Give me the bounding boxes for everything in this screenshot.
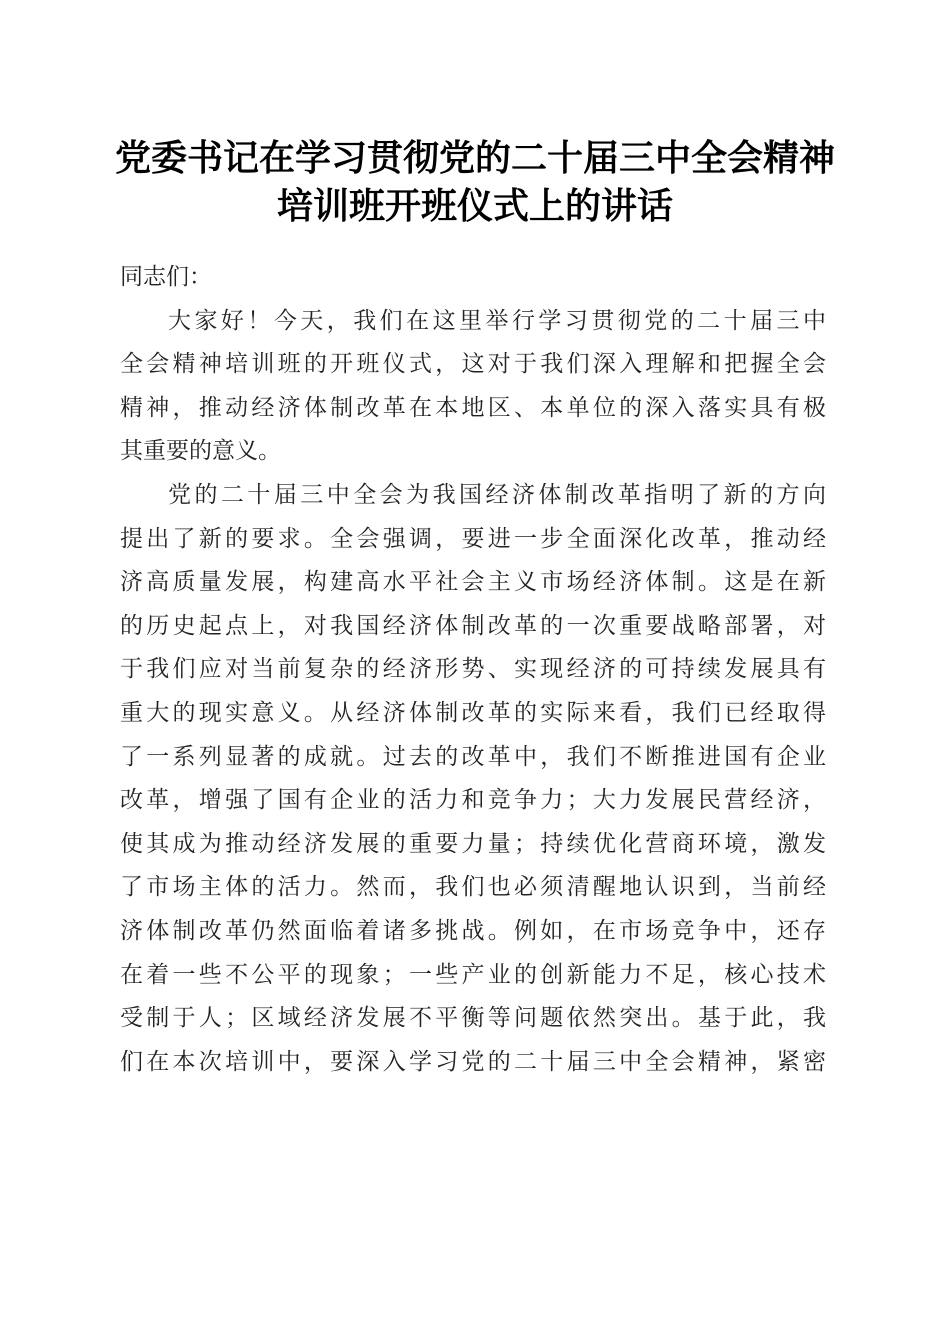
paragraph-2-line: 使其成为推动经济发展的重要力量；持续优化营商环境，激发 xyxy=(120,830,826,857)
paragraph-2-line: 重大的现实意义。从经济体制改革的实际来看，我们已经取得 xyxy=(120,699,826,726)
paragraph-2-line: 党的二十届三中全会为我国经济体制改革指明了新的方向 xyxy=(168,481,826,508)
paragraph-1-line: 大家好！今天，我们在这里举行学习贯彻党的二十届三中 xyxy=(168,307,826,334)
paragraph-2-line: 改革，增强了国有企业的活力和竞争力；大力发展民营经济， xyxy=(120,787,826,814)
paragraph-2-line: 们在本次培训中，要深入学习党的二十届三中全会精神，紧密 xyxy=(120,1048,826,1075)
document-title-line-2: 培训班开班仪式上的讲话 xyxy=(276,185,673,227)
document-body xyxy=(120,256,826,1084)
paragraph-2-line: 济高质量发展，构建高水平社会主义市场经济体制。这是在新 xyxy=(120,569,826,596)
paragraph-2-line: 了一系列显著的成就。过去的改革中，我们不断推进国有企业 xyxy=(120,743,826,770)
paragraph-2-line: 了市场主体的活力。然而，我们也必须清醒地认识到，当前经 xyxy=(120,874,826,901)
salutation: 同志们： xyxy=(120,264,212,290)
paragraph-2-line: 受制于人；区域经济发展不平衡等问题依然突出。基于此，我 xyxy=(120,1005,826,1032)
paragraph-1-line: 全会精神培训班的开班仪式，这对于我们深入理解和把握全会 xyxy=(120,351,826,378)
paragraph-2-line: 提出了新的要求。全会强调，要进一步全面深化改革，推动经 xyxy=(120,525,826,552)
paragraph-2-line: 在着一些不公平的现象；一些产业的创新能力不足，核心技术 xyxy=(120,961,826,988)
paragraph-2-line: 的历史起点上，对我国经济体制改革的一次重要战略部署，对 xyxy=(120,612,826,639)
paragraph-1-line: 精神，推动经济体制改革在本地区、本单位的深入落实具有极 xyxy=(120,394,826,421)
document-title-line-1: 党委书记在学习贯彻党的二十届三中全会精神 xyxy=(114,137,835,179)
paragraph-2-line: 于我们应对当前复杂的经济形势、实现经济的可持续发展具有 xyxy=(120,656,826,683)
paragraph-1-line: 其重要的意义。 xyxy=(120,438,281,465)
paragraph-2-line: 济体制改革仍然面临着诸多挑战。例如，在市场竞争中，还存 xyxy=(120,917,826,944)
